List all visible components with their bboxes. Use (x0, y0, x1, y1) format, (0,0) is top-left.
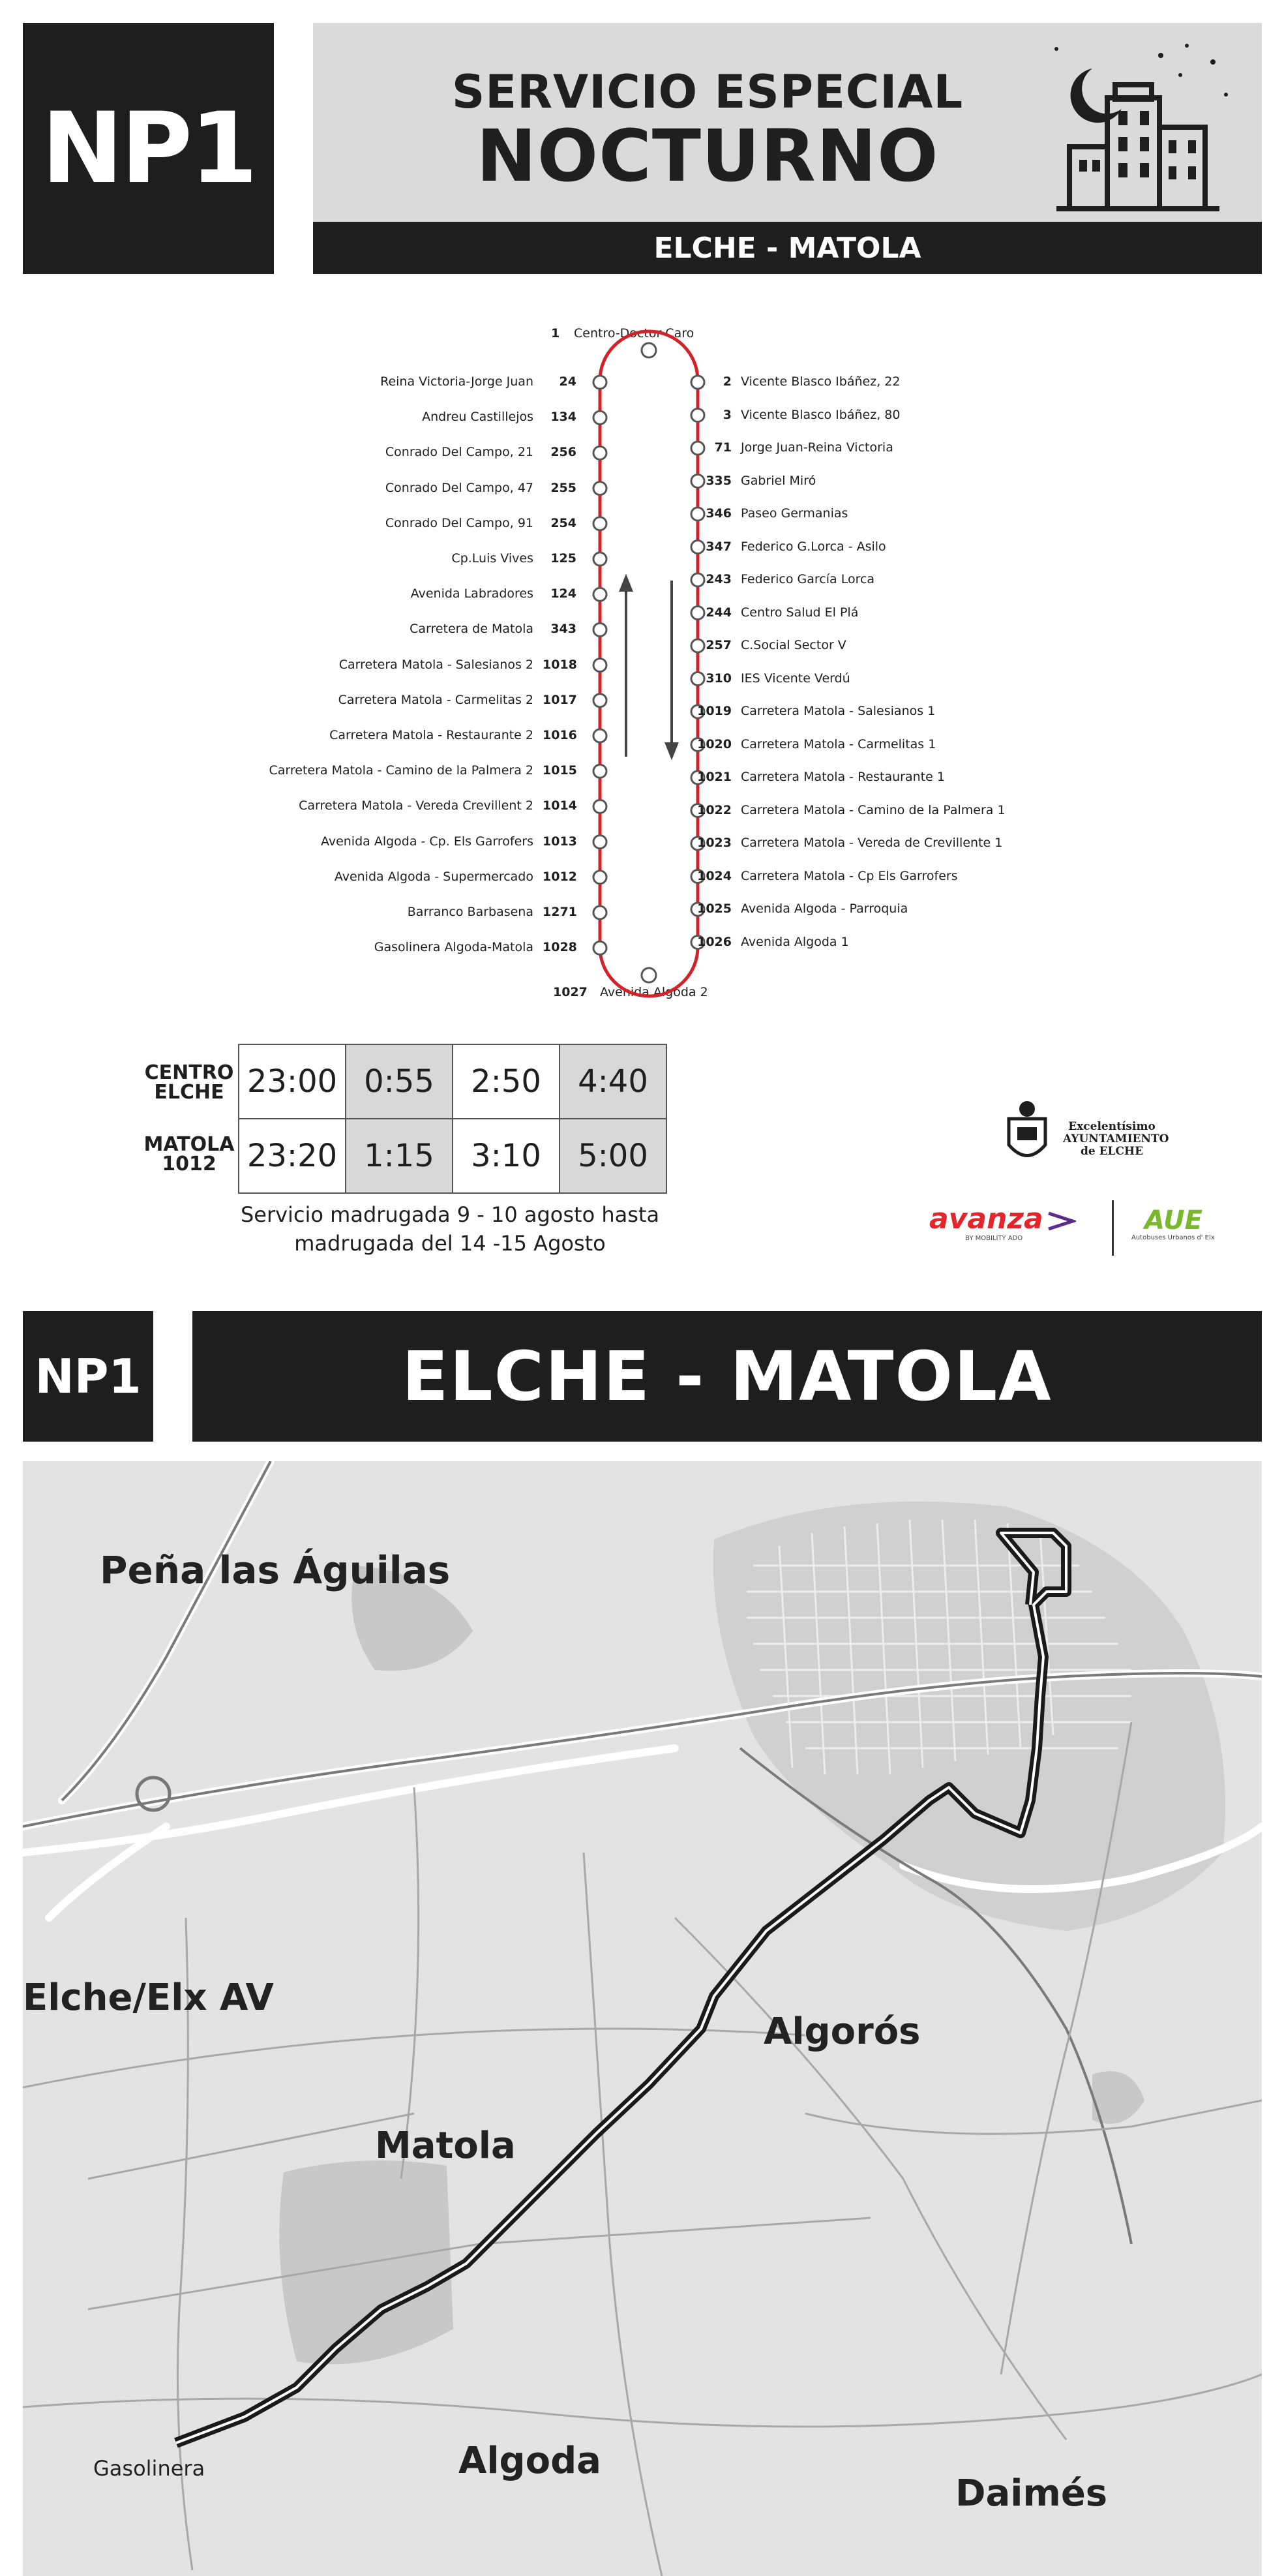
stop-markers (593, 343, 704, 982)
timetable-row-label-1 (143, 1063, 235, 1102)
map-route-banner (192, 1311, 1262, 1442)
left-stop (385, 516, 576, 530)
stop-number: 1026 (697, 934, 732, 949)
stop-name: Carretera Matola - Salesianos 2 (338, 657, 533, 672)
stop-number: 1020 (697, 736, 732, 751)
left-stop (335, 870, 576, 884)
stop-marker (593, 836, 606, 849)
stop-name: Paseo Germanias (741, 506, 848, 521)
stop-number: 2 (723, 374, 732, 389)
right-stop (696, 935, 849, 949)
stop-name: Carretera Matola - Restaurante 2 (329, 728, 533, 742)
time-cell: 1:15 (346, 1119, 453, 1193)
right-stop (696, 605, 858, 620)
time-cell: 0:55 (346, 1044, 453, 1119)
down-arrow (666, 744, 677, 757)
top-stop-name: Centro-Doctor Caro (574, 326, 694, 341)
stop-name: Cp.Luis Vives (451, 551, 533, 566)
map-route-name: ELCHE - MATOLA (402, 1337, 1053, 1416)
coat-of-arms-icon (1001, 1096, 1053, 1168)
stop-number: 1023 (697, 836, 732, 850)
stop-marker (593, 906, 606, 919)
avanza-wordmark: avanza (929, 1202, 1043, 1235)
stop-marker (593, 482, 606, 495)
stop-name: Carretera Matola - Cp Els Garrofers (741, 868, 958, 883)
stop-number: 1019 (697, 704, 732, 718)
up-arrow (621, 577, 631, 590)
stop-name: C.Social Sector V (741, 638, 846, 652)
stop-number: 346 (706, 506, 732, 521)
stop-name: Centro Salud El Plá (741, 605, 859, 620)
stop-name: Carretera de Matola (410, 622, 533, 637)
stop-number: 1018 (543, 657, 577, 672)
stop-number: 310 (706, 671, 732, 686)
left-stop (299, 798, 576, 813)
time-cell: 4:40 (560, 1044, 666, 1119)
stop-marker (593, 588, 606, 601)
council-line-2: AYUNTAMIENTO (1063, 1132, 1169, 1145)
place-algoda: Algoda (458, 2440, 601, 2482)
stop-number: 255 (550, 480, 576, 495)
stop-name: Federico García Lorca (741, 572, 875, 586)
stop-number: 1015 (543, 763, 577, 778)
right-stop (696, 737, 936, 751)
avanza-logo (929, 1204, 1079, 1256)
stop-name: Vicente Blasco Ibáñez, 80 (741, 407, 901, 422)
stop-number: 256 (550, 445, 576, 460)
right-stop (696, 704, 935, 718)
right-stop (696, 836, 1002, 850)
stop-marker (593, 623, 606, 636)
stop-name: Carretera Matola - Restaurante 1 (741, 770, 945, 784)
stop-number: 3 (723, 407, 732, 422)
timetable (238, 1044, 667, 1194)
stop-number: 125 (550, 551, 576, 566)
stop-name: Gasolinera Algoda-Matola (374, 940, 533, 955)
bottom-stop-number: 1027 (553, 985, 588, 999)
stop-name: Federico G.Lorca - Asilo (741, 539, 886, 554)
stop-number: 71 (714, 440, 732, 455)
left-stop (380, 374, 576, 389)
left-stop (269, 763, 576, 778)
stop-number: 254 (550, 515, 576, 530)
stop-name: Vicente Blasco Ibáñez, 22 (741, 374, 901, 389)
time-cell: 23:20 (239, 1119, 346, 1193)
stop-name: Carretera Matola - Carmelitas 2 (338, 692, 533, 707)
stop-number: 347 (706, 539, 732, 554)
right-stop (696, 408, 900, 422)
stop-name: Avenida Algoda - Parroquia (741, 902, 908, 916)
title-line-2: NOCTURNO (476, 114, 939, 198)
row-label-line: CENTRO (144, 1061, 234, 1084)
stop-number: 1028 (543, 940, 577, 955)
stop-number: 1013 (543, 834, 577, 849)
line-code: NP1 (41, 91, 256, 205)
aue-wordmark: AUE (1144, 1205, 1202, 1235)
left-stop (410, 622, 576, 636)
timetable-row (239, 1044, 666, 1119)
time-cell: 23:00 (239, 1044, 346, 1119)
place-gasolinera: Gasolinera (93, 2456, 205, 2481)
service-note-line-1: Servicio madrugada 9 - 10 agosto hasta (240, 1202, 660, 1227)
stop-number: 1014 (543, 798, 577, 813)
council-line-3: de ELCHE (1080, 1145, 1144, 1158)
stop-name: Carretera Matola - Vereda de Crevillente 1 (741, 836, 1003, 850)
route-loop-line (600, 331, 698, 996)
avanza-chevron-icon (1047, 1211, 1076, 1231)
stop-name: IES Vicente Verdú (741, 671, 850, 686)
left-stop (385, 445, 576, 459)
right-stop (696, 869, 958, 883)
stop-name: Carretera Matola - Carmelitas 1 (741, 736, 936, 751)
stop-marker (593, 694, 606, 707)
highway (23, 1748, 675, 1853)
stop-number: 1024 (697, 868, 732, 883)
stop-name: Andreu Castillejos (422, 410, 533, 425)
stop-name: Carretera Matola - Vereda Crevillent 2 (299, 798, 533, 813)
left-stop (339, 658, 576, 672)
stop-marker (642, 968, 656, 982)
timetable-row (239, 1119, 666, 1193)
service-note (215, 1200, 685, 1258)
route-loop-diagram (0, 0, 1284, 1018)
place-matola: Matola (375, 2125, 516, 2167)
stop-name: Avenida Algoda - Cp. Els Garrofers (320, 834, 533, 849)
stop-number: 243 (706, 572, 732, 586)
stop-name: Gabriel Miró (741, 473, 816, 488)
stop-number: 1271 (543, 905, 577, 919)
stop-marker (593, 411, 606, 424)
stop-number: 124 (550, 586, 576, 601)
left-stop (408, 905, 576, 919)
timetable-row-label-2 (143, 1135, 235, 1174)
aue-subtitle: Autobuses Urbanos d' Elx (1131, 1234, 1215, 1241)
right-stop (696, 572, 874, 586)
right-stop (696, 474, 816, 488)
top-stop-number: 1 (551, 326, 560, 341)
stop-marker (593, 729, 606, 742)
time-cell: 5:00 (560, 1119, 666, 1193)
left-stop (374, 940, 576, 954)
left-stop (422, 410, 576, 424)
stop-marker (593, 376, 606, 389)
right-stop (696, 902, 908, 916)
route-name: ELCHE - MATOLA (653, 231, 921, 265)
place-daimes: Daimés (955, 2472, 1108, 2515)
stop-number: 1022 (697, 802, 732, 817)
stop-number: 343 (550, 622, 576, 637)
stop-number: 1025 (697, 902, 732, 916)
stop-marker (593, 765, 606, 778)
stop-number: 1012 (543, 869, 577, 884)
stop-number: 1017 (543, 692, 577, 707)
map-line-code: NP1 (35, 1349, 142, 1404)
right-stop (696, 506, 848, 521)
place-pena-las-aguilas: Peña las Águilas (100, 1548, 451, 1592)
row-label-line: MATOLA (143, 1133, 235, 1156)
right-stop (696, 770, 945, 784)
stop-marker (593, 553, 606, 566)
title-line-1: SERVICIO ESPECIAL (451, 65, 964, 119)
right-stop (696, 374, 900, 389)
place-algoros: Algorós (764, 2010, 921, 2053)
bottom-stop-name: Avenida Algoda 2 (600, 985, 708, 999)
stop-name: Reina Victoria-Jorge Juan (380, 374, 533, 389)
stop-marker (593, 659, 606, 672)
stop-number: 1016 (543, 728, 577, 742)
time-cell: 3:10 (453, 1119, 560, 1193)
stop-number: 244 (706, 605, 732, 620)
left-stop (321, 834, 576, 849)
stop-marker (593, 446, 606, 459)
stop-name: Conrado Del Campo, 47 (385, 480, 533, 495)
direction-arrows (621, 577, 677, 757)
road (62, 1461, 271, 1800)
row-label-line: 1012 (162, 1153, 216, 1175)
map-line-code-badge (23, 1311, 153, 1442)
council-logo (1001, 1096, 1171, 1181)
stop-name: Carretera Matola - Camino de la Palmera 2 (269, 763, 533, 778)
stop-name: Barranco Barbasena (407, 905, 533, 919)
stop-name: Jorge Juan-Reina Victoria (741, 440, 893, 455)
stop-name: Avenida Labradores (410, 586, 533, 601)
left-stop (451, 551, 576, 566)
left-stop (411, 586, 576, 601)
avanza-subtitle: BY MOBILITY ADO (965, 1235, 1023, 1242)
stop-number: 257 (706, 638, 732, 652)
stop-marker (642, 343, 656, 357)
stop-marker (593, 517, 606, 530)
stop-number: 24 (559, 374, 576, 389)
stop-number: 1021 (697, 770, 732, 784)
left-stop (385, 481, 576, 495)
council-line-1: Excelentísimo (1068, 1120, 1156, 1133)
stop-marker (593, 871, 606, 884)
right-stop (696, 440, 893, 455)
left-stop (338, 693, 576, 707)
time-cell: 2:50 (453, 1044, 560, 1119)
place-elche-av: Elche/Elx AV (23, 1977, 274, 2019)
stop-name: Avenida Algoda 1 (741, 934, 849, 949)
logo-divider (1112, 1200, 1114, 1256)
right-stop (696, 539, 886, 554)
left-stop (329, 728, 576, 742)
service-note-line-2: madrugada del 14 -15 Agosto (294, 1231, 606, 1256)
stop-name: Carretera Matola - Camino de la Palmera 1 (741, 802, 1006, 817)
stop-number: 335 (706, 473, 732, 488)
stop-marker (593, 941, 606, 954)
right-stop (696, 671, 850, 686)
stop-name: Conrado Del Campo, 21 (385, 445, 533, 460)
stop-name: Carretera Matola - Salesianos 1 (741, 704, 936, 718)
stop-name: Avenida Algoda - Supermercado (334, 869, 533, 884)
aue-logo (1125, 1207, 1255, 1259)
stop-number: 134 (550, 410, 576, 425)
stop-name: Conrado Del Campo, 91 (385, 515, 533, 530)
right-stop (696, 803, 1006, 817)
route-map (23, 1461, 1262, 2576)
right-stop (696, 638, 846, 652)
row-label-line: ELCHE (154, 1081, 224, 1104)
stop-marker (593, 800, 606, 813)
